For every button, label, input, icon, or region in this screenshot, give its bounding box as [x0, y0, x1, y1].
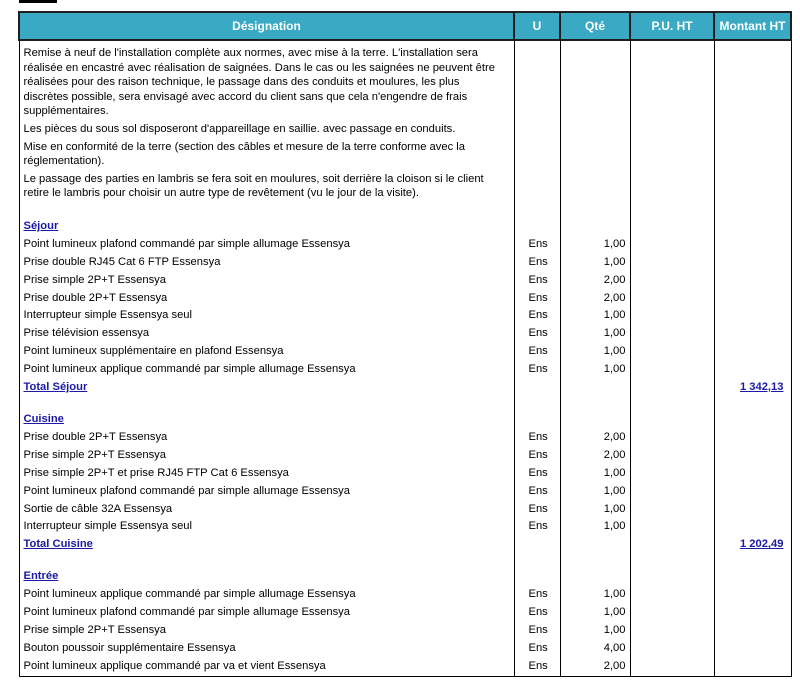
table-row — [19, 272, 791, 290]
item-qty: 1,00 — [560, 307, 630, 325]
item-designation: Sortie de câble 32A Essensya — [19, 501, 514, 519]
item-amount — [714, 622, 791, 640]
table-row — [19, 501, 791, 519]
item-designation: Prise télévision essensya — [19, 325, 514, 343]
item-unit-price — [630, 465, 714, 483]
item-amount — [714, 604, 791, 622]
item-unit: Ens — [514, 640, 560, 658]
item-qty: 1,00 — [560, 518, 630, 536]
table-row — [19, 604, 791, 622]
table-row — [19, 447, 791, 465]
item-designation: Prise simple 2P+T Essensya — [19, 447, 514, 465]
description-row — [19, 40, 791, 204]
col-amount-header: Montant HT — [714, 12, 791, 40]
item-designation: Prise double 2P+T Essensya — [19, 429, 514, 447]
table-row — [19, 658, 791, 676]
item-unit-price — [630, 272, 714, 290]
section-title-entree[interactable]: Entrée — [23, 570, 59, 583]
item-designation: Interrupteur simple Essensya seul — [19, 518, 514, 536]
item-designation: Point lumineux plafond commandé par simple allumage Essensya — [19, 604, 514, 622]
item-qty: 1,00 — [560, 325, 630, 343]
section-title-row-cuisine — [19, 397, 791, 429]
item-unit: Ens — [514, 307, 560, 325]
quote-table — [18, 11, 792, 677]
table-row — [19, 361, 791, 379]
item-qty: 1,00 — [560, 483, 630, 501]
item-amount — [714, 325, 791, 343]
item-designation: Prise double 2P+T Essensya — [19, 290, 514, 308]
item-designation: Point lumineux plafond commandé par simple allumage Essensya — [19, 236, 514, 254]
item-qty: 1,00 — [560, 586, 630, 604]
section-title-cell — [19, 397, 514, 429]
item-qty: 4,00 — [560, 640, 630, 658]
table-row — [19, 465, 791, 483]
section-total-label[interactable]: Total Séjour — [23, 381, 88, 394]
table-row — [19, 429, 791, 447]
item-unit: Ens — [514, 272, 560, 290]
item-unit: Ens — [514, 622, 560, 640]
item-qty: 1,00 — [560, 254, 630, 272]
item-unit: Ens — [514, 501, 560, 519]
item-designation: Prise simple 2P+T et prise RJ45 FTP Cat 6 Essensya — [19, 465, 514, 483]
table-row — [19, 640, 791, 658]
item-unit: Ens — [514, 254, 560, 272]
table-body — [19, 40, 791, 676]
item-qty: 1,00 — [560, 501, 630, 519]
item-designation: Prise double RJ45 Cat 6 FTP Essensya — [19, 254, 514, 272]
item-designation: Bouton poussoir supplémentaire Essensya — [19, 640, 514, 658]
item-designation: Point lumineux plafond commandé par simple allumage Essensya — [19, 483, 514, 501]
description-paragraph: Mise en conformité de la terre (section des câbles et mesure de la terre conforme avec la réglementation). — [23, 140, 465, 168]
table-row — [19, 290, 791, 308]
table-row — [19, 236, 791, 254]
description-cell — [19, 40, 514, 204]
col-unit-price-header: P.U. HT — [630, 12, 714, 40]
item-unit-price — [630, 483, 714, 501]
item-unit-price — [630, 325, 714, 343]
item-unit-price — [630, 429, 714, 447]
item-designation: Point lumineux applique commandé par simple allumage Essensya — [19, 586, 514, 604]
section-title-row-sejour — [19, 204, 791, 236]
col-qty-header: Qté — [560, 12, 630, 40]
item-amount — [714, 290, 791, 308]
item-amount — [714, 272, 791, 290]
table-header — [19, 12, 791, 40]
item-amount — [714, 586, 791, 604]
item-amount — [714, 483, 791, 501]
section-title-sejour[interactable]: Séjour — [23, 219, 59, 232]
item-unit-price — [630, 447, 714, 465]
item-qty: 1,00 — [560, 236, 630, 254]
item-unit: Ens — [514, 483, 560, 501]
col-unit-header: U — [514, 12, 560, 40]
table-row — [19, 343, 791, 361]
item-unit: Ens — [514, 658, 560, 676]
item-designation: Prise simple 2P+T Essensya — [19, 622, 514, 640]
description-paragraph: Les pièces du sous sol disposeront d'appareillage en saillie. avec passage en conduits. — [23, 122, 456, 135]
item-unit-price — [630, 254, 714, 272]
item-qty: 2,00 — [560, 658, 630, 676]
section-total-row-cuisine — [19, 536, 791, 554]
item-unit-price — [630, 622, 714, 640]
item-qty: 2,00 — [560, 290, 630, 308]
item-unit: Ens — [514, 604, 560, 622]
section-total-amount[interactable]: 1 342,13 — [739, 381, 784, 394]
table-row — [19, 586, 791, 604]
item-unit: Ens — [514, 586, 560, 604]
item-unit-price — [630, 236, 714, 254]
item-qty: 1,00 — [560, 465, 630, 483]
table-row — [19, 254, 791, 272]
top-corner-mark — [19, 0, 57, 3]
item-unit: Ens — [514, 361, 560, 379]
item-unit-price — [630, 604, 714, 622]
item-amount — [714, 361, 791, 379]
item-amount — [714, 518, 791, 536]
table-row — [19, 518, 791, 536]
item-amount — [714, 501, 791, 519]
col-designation-header: Désignation — [19, 12, 514, 40]
item-designation: Point lumineux applique commandé par simple allumage Essensya — [19, 361, 514, 379]
item-unit: Ens — [514, 325, 560, 343]
item-unit: Ens — [514, 447, 560, 465]
table-row — [19, 307, 791, 325]
item-amount — [714, 307, 791, 325]
item-unit-price — [630, 658, 714, 676]
section-title-cell — [19, 554, 514, 586]
item-amount — [714, 343, 791, 361]
item-designation: Point lumineux applique commandé par va et vient Essensya — [19, 658, 514, 676]
item-amount — [714, 429, 791, 447]
item-unit: Ens — [514, 290, 560, 308]
section-total-label-cell — [19, 536, 514, 554]
item-amount — [714, 640, 791, 658]
item-unit-price — [630, 586, 714, 604]
item-unit-price — [630, 640, 714, 658]
section-title-cuisine[interactable]: Cuisine — [23, 413, 64, 425]
section-total-label-cell — [19, 379, 514, 397]
item-unit-price — [630, 307, 714, 325]
description-paragraph: Le passage des parties en lambris se fera soit en moulures, soit derrière la cloison si le client retire le lambris pour choisir un autre type de revêtement (vu le jour de la visite). — [23, 172, 484, 200]
item-qty: 1,00 — [560, 361, 630, 379]
section-total-row-sejour — [19, 379, 791, 397]
table-row — [19, 325, 791, 343]
item-designation: Interrupteur simple Essensya seul — [19, 307, 514, 325]
item-unit-price — [630, 361, 714, 379]
item-unit: Ens — [514, 343, 560, 361]
item-qty: 1,00 — [560, 604, 630, 622]
item-amount — [714, 658, 791, 676]
section-total-amount-cell — [714, 536, 791, 554]
section-total-amount-cell — [714, 379, 791, 397]
section-total-amount[interactable]: 1 202,49 — [739, 538, 784, 551]
item-qty: 1,00 — [560, 343, 630, 361]
description-paragraph: Remise à neuf de l'installation complète aux normes, avec mise à la terre. L'installation sera réalisée en encastré avec réalisation de saignées. Dans le cas ou les saignées ne peuvent être réalisées pour des raison technique, le passage dans des conduits et moulures, les plus discrètes possible, sera envisagé avec accord du client sans que cela n'engendre de frais supplémentaires. — [23, 47, 495, 118]
item-designation: Prise simple 2P+T Essensya — [19, 272, 514, 290]
item-qty: 2,00 — [560, 272, 630, 290]
item-qty: 1,00 — [560, 622, 630, 640]
item-unit-price — [630, 501, 714, 519]
table-row — [19, 483, 791, 501]
item-unit-price — [630, 290, 714, 308]
section-title-cell — [19, 204, 514, 236]
item-amount — [714, 465, 791, 483]
item-unit-price — [630, 343, 714, 361]
item-unit: Ens — [514, 236, 560, 254]
item-unit: Ens — [514, 465, 560, 483]
item-unit: Ens — [514, 429, 560, 447]
item-unit-price — [630, 518, 714, 536]
item-designation: Point lumineux supplémentaire en plafond Essensya — [19, 343, 514, 361]
section-title-row-entree — [19, 554, 791, 586]
item-qty: 2,00 — [560, 429, 630, 447]
item-unit: Ens — [514, 518, 560, 536]
table-row — [19, 622, 791, 640]
item-amount — [714, 254, 791, 272]
item-qty: 2,00 — [560, 447, 630, 465]
section-total-label[interactable]: Total Cuisine — [23, 538, 93, 551]
item-amount — [714, 447, 791, 465]
item-amount — [714, 236, 791, 254]
